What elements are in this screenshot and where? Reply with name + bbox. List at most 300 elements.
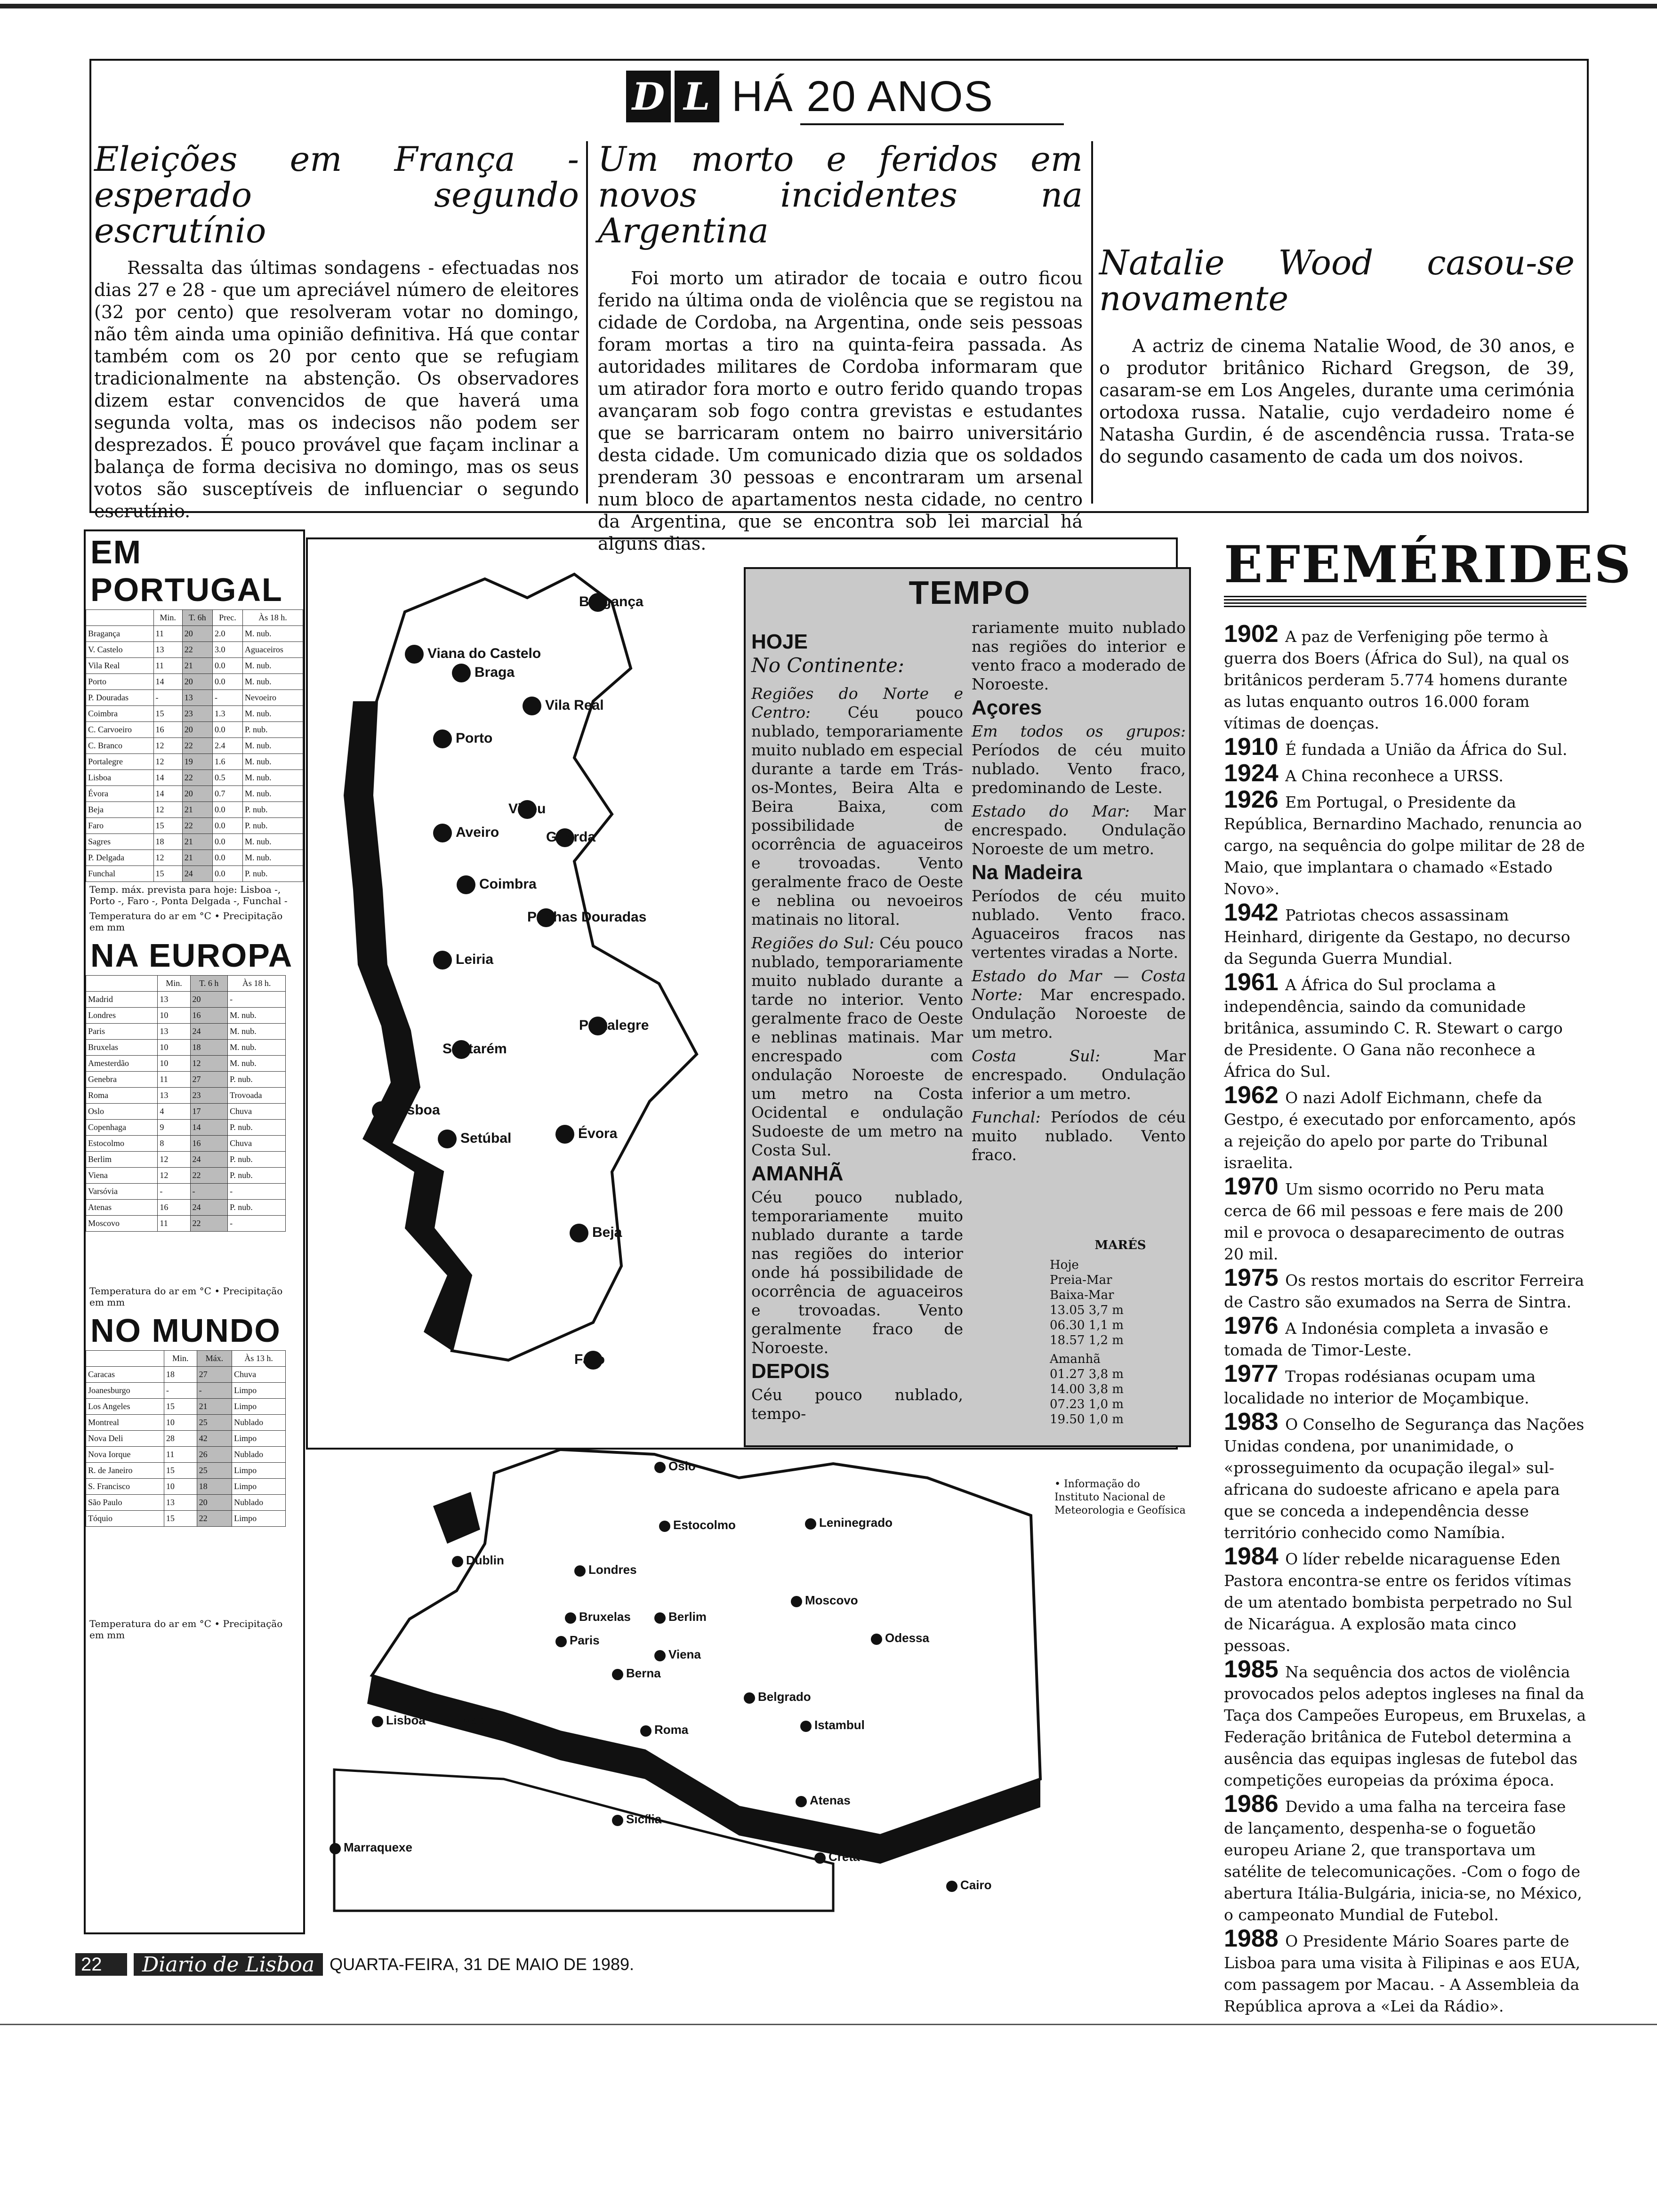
value-cell: 15 [153,866,182,882]
efemeride-year: 1983 [1224,1408,1286,1435]
page-number: 22 [75,1953,127,1976]
value-cell: M. nub. [242,754,303,770]
city-cell: Sagres [86,834,154,850]
value-cell: 18 [164,1367,197,1383]
mares-row: 18.57 1,2 m [1050,1333,1124,1347]
table-row [86,1152,286,1168]
city-label: Lisboa [394,1102,440,1118]
tempo-heading: HOJE [751,630,808,653]
tempo-label: Funchal: [972,1108,1051,1126]
tempo-heading: Na Madeira [972,861,1082,884]
city-marker [796,1796,807,1807]
tempo-column-left [751,628,963,1428]
efemeride-entry [1224,1312,1586,1361]
tempo-label: Estado do Mar — Costa Norte: [972,967,1186,1004]
city-cell: Montreal [86,1415,164,1431]
value-cell: 27 [197,1367,232,1383]
value-cell: 13 [182,690,212,706]
value-cell: P. nub. [242,818,303,834]
column-rule [1091,141,1093,504]
city-label: Bragança [579,594,643,609]
city-marker [640,1725,652,1737]
city-label: Odessa [885,1631,929,1645]
tempo-paragraph [972,1108,1186,1164]
value-cell: 15 [153,818,182,834]
value-cell: 23 [190,1088,228,1104]
table-row [86,1399,286,1415]
city-marker [447,1716,458,1727]
table-row [86,1088,286,1104]
article-argentina [598,139,1083,554]
value-cell: M. nub. [242,738,303,754]
efemeride-entry [1224,899,1586,970]
mares-row: 07.23 1,0 m [1050,1397,1124,1411]
city-label: Leninegrado [819,1515,893,1530]
efemerides-list [1224,620,1586,2017]
efemeride-text: A África do Sul proclama a independência, saindo da comunidade britânica, assumindo C. R. Stewart o cargo de Presidente. O Gana não reconhece a África do Sul. [1224,976,1563,1081]
city-cell: Oslo [86,1104,158,1120]
value-cell: M. nub. [242,674,303,690]
value-cell: 11 [158,1216,190,1232]
efemeride-entry [1224,1084,1586,1174]
city-label: Sicília [626,1812,662,1826]
efemeride-entry [1224,1790,1586,1926]
city-label: Viseu [508,801,546,817]
efemeride-year: 1988 [1224,1925,1286,1952]
value-cell: 18 [197,1479,232,1495]
value-cell: 13 [153,642,182,658]
value-cell: 1.3 [212,706,242,722]
efemeride-year: 1976 [1224,1312,1286,1339]
tempo-paragraph [972,967,1186,1042]
city-marker [612,1669,623,1680]
value-cell: Chuva [232,1367,286,1383]
tempo-text: Céu pouco nublado, temporariamente muito nublado durante a tarde nas regiões do interior onde há possibilidade de ocorrência de aguaceiros e trovoadas. Vento geralmente fraco de Noroeste. [751,1188,963,1357]
city-label: Évora [578,1126,618,1141]
city-cell: Moscovo [86,1216,158,1232]
city-marker [405,645,424,664]
value-cell: 0.0 [212,850,242,866]
value-cell: 21 [182,802,212,818]
tempo-text: Períodos de céu muito nublado. Vento fraco. [972,1108,1186,1164]
value-cell: 11 [153,658,182,674]
value-cell: - [228,1184,286,1200]
value-cell: 21 [197,1399,232,1415]
table-row [86,658,303,674]
city-marker [452,664,471,682]
value-cell: - [212,690,242,706]
efemeride-entry [1224,1543,1586,1657]
value-cell: P. nub. [242,802,303,818]
city-label: Cairo [960,1878,992,1892]
tempo-text: Períodos de céu muito nublado. Vento fraco. Aguaceiros fracos nas vertentes viradas a Norte. [972,887,1186,962]
value-cell: 2.4 [212,738,242,754]
table-row [86,1104,286,1120]
city-marker [330,1843,341,1854]
table-row [86,1072,286,1088]
value-cell: 10 [158,1008,190,1024]
table-row [86,1136,286,1152]
value-cell: 10 [158,1040,190,1056]
value-cell: 12 [153,802,182,818]
city-marker [433,824,452,842]
table-row [86,1040,286,1056]
value-cell: 20 [197,1495,232,1511]
city-cell: C. Carvoeiro [86,722,154,738]
value-cell: Limpo [232,1399,286,1415]
table-row [86,690,303,706]
value-cell: 12 [153,850,182,866]
value-cell: P. nub. [228,1200,286,1216]
table-row [86,1479,286,1495]
city-cell: São Paulo [86,1495,164,1511]
table-row [86,1367,286,1383]
value-cell: Limpo [232,1431,286,1447]
city-cell: Roma [86,1088,158,1104]
value-cell: 24 [190,1152,228,1168]
value-cell: - [158,1184,190,1200]
city-cell: Copenhaga [86,1120,158,1136]
city-label: Berna [626,1666,661,1680]
weather-tables-column [84,529,305,1934]
value-cell: 8 [158,1136,190,1152]
value-cell: 20 [190,992,228,1008]
city-cell: P. Delgada [86,850,154,866]
city-marker [555,1636,567,1647]
city-cell: Beja [86,802,154,818]
table-row [86,738,303,754]
issue-date: QUARTA-FEIRA, 31 DE MAIO DE 1989. [330,1955,634,1974]
mares-baixa-header: Baixa-Mar [1050,1288,1114,1302]
table-header-cell: Min. [153,610,182,626]
city-marker [565,1612,576,1624]
city-label: Santarém [442,1041,507,1057]
efemeride-year: 1924 [1224,760,1286,787]
city-cell: Estocolmo [86,1136,158,1152]
value-cell: 11 [164,1447,197,1463]
value-cell: 16 [153,722,182,738]
value-cell: 22 [182,818,212,834]
city-label: Paris [570,1633,600,1647]
value-cell: 14 [153,770,182,786]
section-title: HÁ 20 ANOS [732,72,994,120]
city-marker [805,1518,816,1530]
value-cell: Nevoeiro [242,690,303,706]
value-cell: Nublado [232,1447,286,1463]
efemeride-text: O nazi Adolf Eichmann, chefe da Gestpo, é executado por enforcamento, após a rejeição do apelo por parte do Tribunal israelita. [1224,1089,1576,1172]
value-cell: 11 [158,1072,190,1088]
value-cell: 0.0 [212,818,242,834]
tempo-paragraph [972,618,1186,694]
value-cell: 20 [182,626,212,642]
city-label: Penhas Douradas [527,909,647,925]
value-cell: 17 [190,1104,228,1120]
table-header-row [86,610,303,626]
tempo-label: Em todos os grupos: [972,722,1186,740]
value-cell: 22 [182,642,212,658]
value-cell: Chuva [228,1104,286,1120]
value-cell: 16 [158,1200,190,1216]
city-label: Beja [592,1225,622,1240]
mares-row: 06.30 1,1 m [1050,1318,1124,1332]
efemeride-text: O Presidente Mário Soares parte de Lisboa para uma visita à Filipinas e aos EUA, com passagem por Macau. - A Assembleia da República aprova a «Lei da Rádio». [1224,1932,1581,2015]
city-marker [457,875,475,894]
city-marker [570,1224,588,1242]
europa-table [86,975,286,1232]
efemeride-year: 1961 [1224,969,1286,996]
no-mundo-title: NO MUNDO [90,1312,281,1349]
logo-letter-l: L [675,71,719,122]
tempo-text: Céu pouco nublado, temporariamente muito nublado durante a tarde no interior. Vento geralmente fraco de Oeste e neblinas matinais. Mar encrespado com ondulação Noroeste de um metro na Costa Ocidental e ondulação Sudoeste de um metro na Costa Sul. [751,934,963,1159]
city-cell: Porto [86,674,154,690]
table-header-cell: Máx. [197,1351,232,1367]
efemeride-entry [1224,1656,1586,1791]
table-header-cell: Prec. [212,610,242,626]
city-cell: Évora [86,786,154,802]
table-header-cell [86,1351,164,1367]
value-cell: 0.0 [212,658,242,674]
portugal-map [330,560,744,1445]
city-cell: Madrid [86,992,158,1008]
city-label: Dublin [466,1553,504,1567]
value-cell: P. nub. [228,1072,286,1088]
city-marker [438,1130,457,1148]
article-headline: Um morto e feridos em novos incidentes na Argentina [598,139,1083,250]
tempo-label: Regiões do Norte e Centro: [751,684,963,721]
city-label: Coimbra [479,876,537,892]
value-cell: 0.7 [212,786,242,802]
na-europa-title: NA EUROPA [90,937,293,974]
city-marker [654,1462,666,1473]
page-footer [75,1953,634,1976]
city-label: Roma [654,1723,689,1737]
city-cell: P. Douradas [86,690,154,706]
city-cell: Vila Real [86,658,154,674]
city-marker [659,1521,670,1532]
value-cell: M. nub. [228,1024,286,1040]
efemerides-title-rule [1224,596,1586,609]
table-header-cell: Às 18 h. [242,610,303,626]
table-row [86,722,303,738]
table-row [86,1216,286,1232]
table-header-cell: T. 6 h [190,976,228,992]
tempo-paragraph [751,934,963,1160]
city-marker [433,729,452,748]
tempo-heading: DEPOIS [751,1360,830,1383]
city-marker [654,1650,666,1661]
value-cell: P. nub. [242,722,303,738]
table-row [86,1008,286,1024]
city-cell: Amesterdão [86,1056,158,1072]
value-cell: 10 [164,1479,197,1495]
city-label: Oslo [668,1459,696,1473]
city-cell: Viena [86,1168,158,1184]
city-marker [654,1612,666,1624]
efemeride-entry [1224,1408,1586,1544]
em-portugal-title: EM PORTUGAL [90,534,283,608]
table-header-cell: Às 18 h. [228,976,286,992]
city-label: Portalegre [579,1018,649,1033]
tempo-text: Mar encrespado. Ondulação Noroeste de um metro. [972,986,1186,1042]
value-cell: - [153,690,182,706]
efemeride-year: 1962 [1224,1082,1286,1109]
bottom-rule [0,2024,1657,2025]
efemeride-text: É fundada a União da África do Sul. [1285,740,1568,759]
value-cell: M. nub. [242,834,303,850]
value-cell: 10 [164,1415,197,1431]
mares-row: 13.05 3,7 m [1050,1303,1124,1317]
city-marker [612,1815,623,1826]
value-cell: 0.0 [212,722,242,738]
city-marker [814,1852,826,1864]
mares-block [1050,1238,1191,1427]
efemeride-text: Tropas rodésianas ocupam uma localidade no interior de Moçambique. [1224,1367,1536,1407]
efemeride-entry [1224,733,1586,761]
table-header-cell [86,610,154,626]
city-cell: Portalegre [86,754,154,770]
table-row [86,626,303,642]
value-cell: 21 [182,658,212,674]
mundo-table [86,1350,286,1527]
efemeride-entry [1224,762,1586,787]
value-cell: - [190,1184,228,1200]
article-headline: Natalie Wood casou-se novamente [1099,243,1575,318]
table-row [86,1383,286,1399]
city-cell: Faro [86,818,154,834]
city-cell: Genebra [86,1072,158,1088]
tempo-text: Mar encrespado. Ondulação inferior a um metro. [972,1047,1186,1103]
table-row [86,1463,286,1479]
city-marker [452,1556,463,1567]
value-cell: 18 [190,1040,228,1056]
table-row [86,674,303,690]
masthead: Diario de Lisboa [134,1953,323,1976]
value-cell: Nublado [232,1495,286,1511]
tempo-text: Céu pouco nublado, tempo- [751,1386,963,1423]
city-cell: Los Angeles [86,1399,164,1415]
value-cell: 16 [190,1136,228,1152]
tempo-paragraph [751,1386,963,1423]
value-cell: 15 [164,1463,197,1479]
value-cell: - [197,1383,232,1399]
article-eleicoes [94,141,579,522]
value-cell: 12 [153,754,182,770]
value-cell: 15 [153,706,182,722]
value-cell: 21 [182,850,212,866]
value-cell: 22 [190,1168,228,1184]
efemeride-entry [1224,1173,1586,1265]
efemeride-entry [1224,1925,1586,2017]
efemeride-entry [1224,620,1586,734]
value-cell: 26 [197,1447,232,1463]
efemeride-entry [1224,971,1586,1082]
efemeride-entry [1224,786,1586,900]
city-label: Faro [574,1352,605,1367]
mares-row: 14.00 3,8 m [1050,1382,1124,1396]
efemeride-text: Na sequência dos actos de violência provocados pelos adeptos ingleses na final da Taça dos Campeões Europeus, em Bruxelas, a Federação britânica de Futebol determina a ausência das equipas inglesas de futebol das competições europeias da próxima época. [1224,1663,1586,1789]
value-cell: Nublado [232,1415,286,1431]
value-cell: 9 [158,1120,190,1136]
value-cell: 24 [190,1024,228,1040]
value-cell: M. nub. [228,1040,286,1056]
city-label: Estocolmo [673,1518,736,1532]
column-rule [586,141,588,504]
value-cell: P. nub. [228,1152,286,1168]
value-cell: - [228,1216,286,1232]
value-cell: 3.0 [212,642,242,658]
value-cell: - [164,1383,197,1399]
value-cell: 1.6 [212,754,242,770]
efemeride-text: Patriotas checos assassinam Heinhard, dirigente da Gestapo, no decurso da Segunda Guerra Mundial. [1224,906,1570,968]
value-cell: 12 [153,738,182,754]
value-cell: 22 [182,738,212,754]
value-cell: 0.0 [212,802,242,818]
city-cell: Varsóvia [86,1184,158,1200]
city-label: Creta [828,1850,860,1864]
tempo-column-right [972,618,1186,1169]
efemeride-year: 1985 [1224,1656,1286,1683]
value-cell: Limpo [232,1511,286,1527]
tempo-source: • Informação do Instituto Nacional de Meteorologia e Geofísica [1054,1478,1186,1516]
article-body: Foi morto um atirador de tocaia e outro ficou ferido na última onda de violência que se registou na cidade de Cordoba, na Argentina, onde seis pessoas foram mortas a tiro na quinta-feira passada. As autoridades militares de Cordoba informaram que um atirador fora morto e outro ferido quando tropas avançaram sob fogo contra grevistas e estudantes que se barricaram ontem no bairro universitário desta cidade. Um comunicado dizia que os soldados prenderam 30 pessoas e encontraram um arsenal num bloco de apartamentos nesta cidade, no centro da Argentina, que se encontra sob lei marcial há alguns dias. [598,268,1083,554]
tempo-label: Costa Sul: [972,1047,1153,1065]
city-label: Lisboa [386,1713,426,1727]
table-row [86,1495,286,1511]
value-cell: M. nub. [242,626,303,642]
section-title-rule [800,123,1064,125]
value-cell: P. nub. [242,866,303,882]
portugal-table [86,609,303,882]
city-marker [574,1565,586,1577]
city-marker [555,1125,574,1144]
city-marker [791,1596,802,1607]
value-cell: Limpo [232,1463,286,1479]
city-cell: Bragança [86,626,154,642]
tempo-heading: Açores [972,696,1042,719]
tempo-text: Mar encrespado. Ondulação Noroeste de um metro. [972,802,1186,858]
city-label: Viena [668,1647,701,1661]
tempo-text: Períodos de céu muito nublado. Vento fraco, predominando de Leste. [972,741,1186,797]
section-logo [626,71,994,122]
city-cell: Nova Iorque [86,1447,164,1463]
efemeride-year: 1975 [1224,1264,1286,1291]
table-header-row [86,976,286,992]
tempo-paragraph [751,1188,963,1357]
value-cell: M. nub. [242,850,303,866]
value-cell: 13 [158,1024,190,1040]
value-cell: 11 [153,626,182,642]
mares-title: MARÉS [1094,1238,1146,1252]
city-marker [800,1721,812,1732]
city-label: Marraquexe [344,1840,412,1854]
city-label: Berlim [668,1610,707,1624]
value-cell: 14 [153,674,182,690]
value-cell: 25 [197,1463,232,1479]
portugal-forecast-note: Temp. máx. prevista para hoje: Lisboa -, Porto -, Faro -, Ponta Delgada -, Funchal - [89,884,288,906]
value-cell: 0.0 [212,834,242,850]
logo-letter-d: D [626,71,671,122]
value-cell: 0.0 [212,674,242,690]
city-label: Setúbal [460,1130,512,1146]
city-marker [433,951,452,970]
table-header-cell [86,976,158,992]
tempo-paragraph [972,802,1186,858]
value-cell: 23 [182,706,212,722]
value-cell: Limpo [232,1383,286,1399]
value-cell: 19 [182,754,212,770]
mares-row: 01.27 3,8 m [1050,1367,1124,1381]
value-cell: 28 [164,1431,197,1447]
